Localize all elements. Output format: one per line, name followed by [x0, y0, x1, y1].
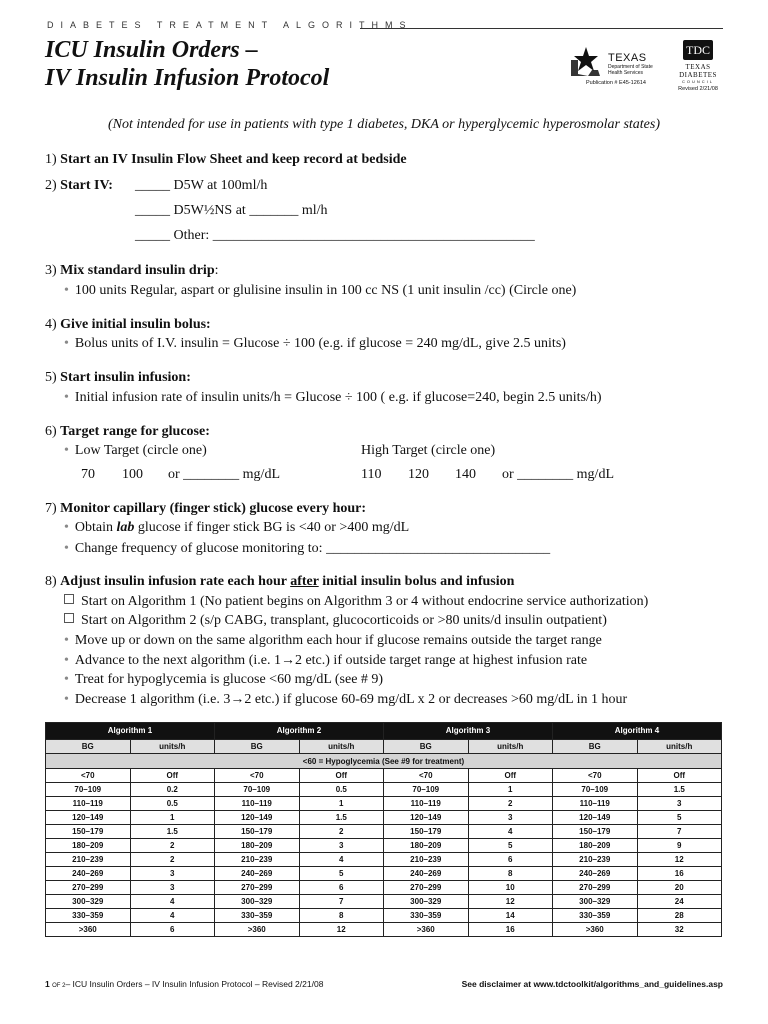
- step-6-num: 6): [45, 424, 57, 439]
- table-row: [46, 825, 722, 839]
- infusion-rate-cell: 12: [299, 923, 384, 937]
- high-target-120[interactable]: 120: [408, 467, 429, 482]
- checkbox-icon[interactable]: [64, 594, 74, 604]
- bg-range-cell: 270–299: [215, 881, 300, 895]
- bg-range-cell: 120–149: [215, 811, 300, 825]
- bg-range-cell: 330–359: [46, 909, 131, 923]
- infusion-rate-cell: 7: [637, 825, 722, 839]
- step-8: [45, 573, 514, 591]
- algorithm-2-option[interactable]: [64, 612, 607, 630]
- insulin-algorithm-table: [45, 722, 722, 937]
- bg-range-cell: 330–359: [553, 909, 638, 923]
- bg-range-cell: 240–269: [46, 867, 131, 881]
- infusion-rate-cell: 0.5: [130, 797, 215, 811]
- table-row: [46, 923, 722, 937]
- bg-range-cell: 270–299: [46, 881, 131, 895]
- insulin-drip-text: 100 units Regular, aspart or glulisine insulin in 100 cc NS (1 unit insulin /cc) (Circle one): [74, 283, 577, 298]
- step-1-text: Start an IV Insulin Flow Sheet and keep record at bedside: [60, 152, 407, 167]
- infusion-rate-cell: 12: [637, 853, 722, 867]
- infusion-rate-cell: 7: [299, 895, 384, 909]
- bullet-icon: •: [64, 390, 69, 405]
- step-8-label-underlined: after: [290, 574, 319, 589]
- col-bg: BG: [46, 740, 131, 754]
- bg-range-cell: <70: [553, 769, 638, 783]
- step-7-num: 7): [45, 501, 57, 516]
- bg-range-cell: 240–269: [215, 867, 300, 881]
- step-3: [45, 262, 219, 280]
- infusion-rate-cell: 1: [130, 811, 215, 825]
- bg-range-cell: 210–239: [215, 853, 300, 867]
- table-row: [46, 797, 722, 811]
- bg-range-cell: 110–119: [46, 797, 131, 811]
- col-units: units/h: [468, 740, 553, 754]
- bullet-icon: •: [64, 283, 69, 298]
- bullet-icon: •: [64, 672, 69, 687]
- bg-range-cell: 210–239: [553, 853, 638, 867]
- infusion-rate-cell: Off: [637, 769, 722, 783]
- tdc-logo: [668, 40, 728, 90]
- kicker-rule: [360, 28, 723, 29]
- bg-range-cell: 300–329: [384, 895, 469, 909]
- footer-left: [45, 979, 323, 989]
- bg-range-cell: 150–179: [46, 825, 131, 839]
- revised-date: Revised 2/21/08: [678, 86, 718, 92]
- bg-range-cell: 210–239: [384, 853, 469, 867]
- low-target-100[interactable]: 100: [122, 467, 143, 482]
- hypoglycemia-note: <60 = Hypoglycemia (See #9 for treatment): [46, 754, 722, 769]
- iv-option-d5w[interactable]: _____ D5W at 100ml/h: [135, 178, 268, 193]
- bg-range-cell: 180–209: [384, 839, 469, 853]
- step-5-bullet: [64, 389, 602, 407]
- infusion-rate-cell: Off: [130, 769, 215, 783]
- bullet-icon: •: [64, 541, 69, 556]
- infusion-rate-cell: 5: [468, 839, 553, 853]
- table-row: [46, 783, 722, 797]
- texas-name: TEXAS: [608, 52, 647, 64]
- step-4-label: Give initial insulin bolus:: [60, 317, 211, 332]
- bullet-icon: •: [64, 692, 69, 707]
- infusion-rate-cell: 2: [299, 825, 384, 839]
- bg-range-cell: 330–359: [384, 909, 469, 923]
- infusion-rate-cell: 1.5: [299, 811, 384, 825]
- infusion-rate-cell: 4: [130, 909, 215, 923]
- bg-range-cell: 120–149: [384, 811, 469, 825]
- low-target-70[interactable]: 70: [81, 467, 95, 482]
- bg-range-cell: 180–209: [46, 839, 131, 853]
- bg-range-cell: >360: [553, 923, 638, 937]
- bg-range-cell: 180–209: [553, 839, 638, 853]
- column-header-row: [46, 740, 722, 754]
- page-number: 1: [45, 979, 50, 989]
- bullet-icon: •: [64, 653, 69, 668]
- table-row: [46, 839, 722, 853]
- high-target-label: High Target (circle one): [361, 443, 496, 458]
- bg-range-cell: 70–109: [384, 783, 469, 797]
- infusion-rate-cell: 16: [468, 923, 553, 937]
- col-units: units/h: [637, 740, 722, 754]
- bg-range-cell: >360: [46, 923, 131, 937]
- infusion-rate-cell: 1: [299, 797, 384, 811]
- bg-range-cell: 270–299: [384, 881, 469, 895]
- title-line-1: ICU Insulin Orders –: [45, 37, 258, 63]
- algorithm-2-header: Algorithm 2: [215, 723, 384, 740]
- step-8-bullet-4-text: Decrease 1 algorithm (i.e. 3→2 etc.) if glucose 60-69 mg/dL x 2 or decreases >60 mg/dL in 1 hour: [74, 692, 628, 707]
- bg-range-cell: <70: [384, 769, 469, 783]
- infusion-rate-cell: 0.5: [299, 783, 384, 797]
- bullet-icon: •: [64, 443, 69, 458]
- high-target-140[interactable]: 140: [455, 467, 476, 482]
- algorithm-1-header: Algorithm 1: [46, 723, 215, 740]
- infusion-rate-cell: 3: [130, 881, 215, 895]
- table-row: [46, 867, 722, 881]
- bullet-icon: •: [64, 633, 69, 648]
- lab-text-pre: Obtain: [74, 520, 117, 535]
- iv-option-other[interactable]: _____ Other: ______________________________________________: [135, 228, 535, 243]
- bg-range-cell: <70: [46, 769, 131, 783]
- bg-range-cell: 300–329: [46, 895, 131, 909]
- algorithm-1-option[interactable]: [64, 593, 648, 611]
- low-target-label: [64, 442, 207, 460]
- step-6: [45, 423, 210, 441]
- algorithm-1-option-text: Start on Algorithm 1 (No patient begins on Algorithm 3 or 4 without endocrine service authorization): [81, 594, 649, 609]
- publication-number: Publication # E45-12614: [586, 80, 646, 86]
- bg-range-cell: <70: [215, 769, 300, 783]
- table-row: [46, 881, 722, 895]
- texas-dept: Department of State Health Services: [608, 64, 653, 76]
- bg-range-cell: 300–329: [215, 895, 300, 909]
- infusion-rate-cell: 5: [637, 811, 722, 825]
- infusion-rate-cell: 6: [130, 923, 215, 937]
- low-target-text: Low Target (circle one): [74, 443, 207, 458]
- infusion-rate-formula: Initial infusion rate of insulin units/h = Glucose ÷ 100 ( e.g. if glucose=240, begin 2.5 units/h): [74, 390, 602, 405]
- infusion-rate-cell: 5: [299, 867, 384, 881]
- bg-range-cell: 150–179: [215, 825, 300, 839]
- bg-range-cell: 330–359: [215, 909, 300, 923]
- step-8-bullet-4: [64, 691, 627, 709]
- infusion-rate-cell: 8: [468, 867, 553, 881]
- title-line-2: IV Insulin Infusion Protocol: [45, 65, 330, 91]
- lab-emphasis: lab: [116, 520, 135, 535]
- col-units: units/h: [299, 740, 384, 754]
- step-3-num: 3): [45, 263, 57, 278]
- low-target-custom[interactable]: or ________ mg/dL: [168, 467, 280, 482]
- iv-option-d5w-half-ns[interactable]: _____ D5W½NS at _______ ml/h: [135, 203, 328, 218]
- texas-dshs-logo: [566, 44, 676, 89]
- step-5-num: 5): [45, 370, 57, 385]
- checkbox-icon[interactable]: [64, 613, 74, 623]
- step-4-bullet: [64, 335, 566, 353]
- step-5: [45, 369, 191, 387]
- step-3-bullet: [64, 282, 576, 300]
- step-1: [45, 151, 407, 169]
- bg-range-cell: 70–109: [553, 783, 638, 797]
- infusion-rate-cell: 1.5: [637, 783, 722, 797]
- bg-range-cell: 150–179: [384, 825, 469, 839]
- table-row: [46, 811, 722, 825]
- tdc-sub: COUNCIL: [681, 79, 714, 84]
- step-2: [45, 177, 113, 195]
- texas-star-icon: [566, 46, 606, 78]
- step-8-label-post: initial insulin bolus and infusion: [318, 574, 515, 589]
- step-8-bullet-1: [64, 632, 602, 650]
- step-5-label: Start insulin infusion:: [60, 370, 191, 385]
- step-4-num: 4): [45, 317, 57, 332]
- bullet-icon: •: [64, 520, 69, 535]
- bg-range-cell: 210–239: [46, 853, 131, 867]
- algorithm-table-body: [46, 769, 722, 937]
- algorithm-4-header: Algorithm 4: [553, 723, 722, 740]
- monitoring-frequency-field[interactable]: Change frequency of glucose monitoring to: ________________________________: [74, 541, 551, 556]
- bg-range-cell: 270–299: [553, 881, 638, 895]
- bg-range-cell: 70–109: [215, 783, 300, 797]
- infusion-rate-cell: 3: [299, 839, 384, 853]
- hypoglycemia-row: [46, 754, 722, 769]
- step-8-label: [60, 574, 514, 589]
- bg-range-cell: 110–119: [215, 797, 300, 811]
- step-7: [45, 500, 366, 518]
- infusion-rate-cell: 1.5: [130, 825, 215, 839]
- infusion-rate-cell: 24: [637, 895, 722, 909]
- infusion-rate-cell: 8: [299, 909, 384, 923]
- table-row: [46, 909, 722, 923]
- infusion-rate-cell: 2: [130, 839, 215, 853]
- bg-range-cell: 240–269: [384, 867, 469, 881]
- infusion-rate-cell: 10: [468, 881, 553, 895]
- infusion-rate-cell: Off: [468, 769, 553, 783]
- infusion-rate-cell: 20: [637, 881, 722, 895]
- step-4: [45, 316, 211, 334]
- infusion-rate-cell: Off: [299, 769, 384, 783]
- table-row: [46, 895, 722, 909]
- table-row: [46, 853, 722, 867]
- infusion-rate-cell: 1: [468, 783, 553, 797]
- bg-range-cell: 110–119: [553, 797, 638, 811]
- step-2-label: Start IV:: [60, 178, 113, 193]
- step-8-bullet-2-text: Advance to the next algorithm (i.e. 1→2 etc.) if outside target range at highest infusion rate: [74, 653, 588, 668]
- step-8-bullet-3-text: Treat for hypoglycemia is glucose <60 mg/dL (see # 9): [74, 672, 384, 687]
- step-8-bullet-3: [64, 671, 383, 689]
- infusion-rate-cell: 3: [130, 867, 215, 881]
- footer-disclaimer: See disclaimer at www.tdctoolkit/algorithms_and_guidelines.asp: [461, 979, 723, 989]
- infusion-rate-cell: 3: [468, 811, 553, 825]
- step-2-num: 2): [45, 178, 57, 193]
- page-of: OF 2: [52, 983, 66, 989]
- bolus-formula: Bolus units of I.V. insulin = Glucose ÷ 100 (e.g. if glucose = 240 mg/dL, give 2.5 units): [74, 336, 566, 351]
- document-title: [45, 36, 329, 92]
- lab-text-post: glucose if finger stick BG is <40 or >400 mg/dL: [134, 520, 410, 535]
- step-7-label: Monitor capillary (finger stick) glucose every hour:: [60, 501, 367, 516]
- infusion-rate-cell: 6: [468, 853, 553, 867]
- bg-range-cell: >360: [215, 923, 300, 937]
- bg-range-cell: 300–329: [553, 895, 638, 909]
- tdc-monogram: TDC: [683, 40, 713, 60]
- high-target-110[interactable]: 110: [361, 467, 382, 482]
- step-8-label-pre: Adjust insulin infusion rate each hour: [60, 574, 291, 589]
- infusion-rate-cell: 2: [468, 797, 553, 811]
- table-row: [46, 769, 722, 783]
- bg-range-cell: >360: [384, 923, 469, 937]
- step-8-bullet-1-text: Move up or down on the same algorithm each hour if glucose remains outside the target range: [74, 633, 602, 648]
- footer-title: – ICU Insulin Orders – IV Insulin Infusion Protocol – Revised 2/21/08: [65, 979, 324, 989]
- infusion-rate-cell: 4: [468, 825, 553, 839]
- bg-range-cell: 180–209: [215, 839, 300, 853]
- algorithm-2-option-text: Start on Algorithm 2 (s/p CABG, transplant, glucocorticoids or >80 units/d insulin outpatient): [81, 613, 607, 628]
- infusion-rate-cell: 32: [637, 923, 722, 937]
- bg-range-cell: 150–179: [553, 825, 638, 839]
- algorithm-3-header: Algorithm 3: [384, 723, 553, 740]
- algorithm-header-row: [46, 723, 722, 740]
- tdc-name: TEXAS DIABETES: [679, 63, 717, 79]
- bullet-icon: •: [64, 336, 69, 351]
- infusion-rate-cell: 4: [130, 895, 215, 909]
- bg-range-cell: 70–109: [46, 783, 131, 797]
- step-6-label: Target range for glucose:: [60, 424, 210, 439]
- col-bg: BG: [553, 740, 638, 754]
- col-units: units/h: [130, 740, 215, 754]
- high-target-custom[interactable]: or ________ mg/dL: [502, 467, 614, 482]
- bg-range-cell: 240–269: [553, 867, 638, 881]
- infusion-rate-cell: 14: [468, 909, 553, 923]
- col-bg: BG: [384, 740, 469, 754]
- infusion-rate-cell: 28: [637, 909, 722, 923]
- step-3-colon: :: [214, 263, 219, 278]
- step-7-bullet-2: [64, 540, 550, 558]
- step-7-bullet-1: [64, 519, 409, 537]
- infusion-rate-cell: 3: [637, 797, 722, 811]
- bg-range-cell: 120–149: [46, 811, 131, 825]
- step-8-num: 8): [45, 574, 57, 589]
- infusion-rate-cell: 12: [468, 895, 553, 909]
- step-3-label: Mix standard insulin drip: [60, 263, 215, 278]
- infusion-rate-cell: 2: [130, 853, 215, 867]
- usage-note: (Not intended for use in patients with type 1 diabetes, DKA or hyperglycemic hyperosmolar states): [107, 117, 660, 132]
- infusion-rate-cell: 6: [299, 881, 384, 895]
- infusion-rate-cell: 0.2: [130, 783, 215, 797]
- infusion-rate-cell: 4: [299, 853, 384, 867]
- step-1-num: 1): [45, 152, 57, 167]
- col-bg: BG: [215, 740, 300, 754]
- infusion-rate-cell: 9: [637, 839, 722, 853]
- step-8-bullet-2: [64, 652, 587, 670]
- document-kicker: DIABETES TREATMENT ALGORITHMS: [47, 20, 413, 30]
- infusion-rate-cell: 16: [637, 867, 722, 881]
- bg-range-cell: 110–119: [384, 797, 469, 811]
- bg-range-cell: 120–149: [553, 811, 638, 825]
